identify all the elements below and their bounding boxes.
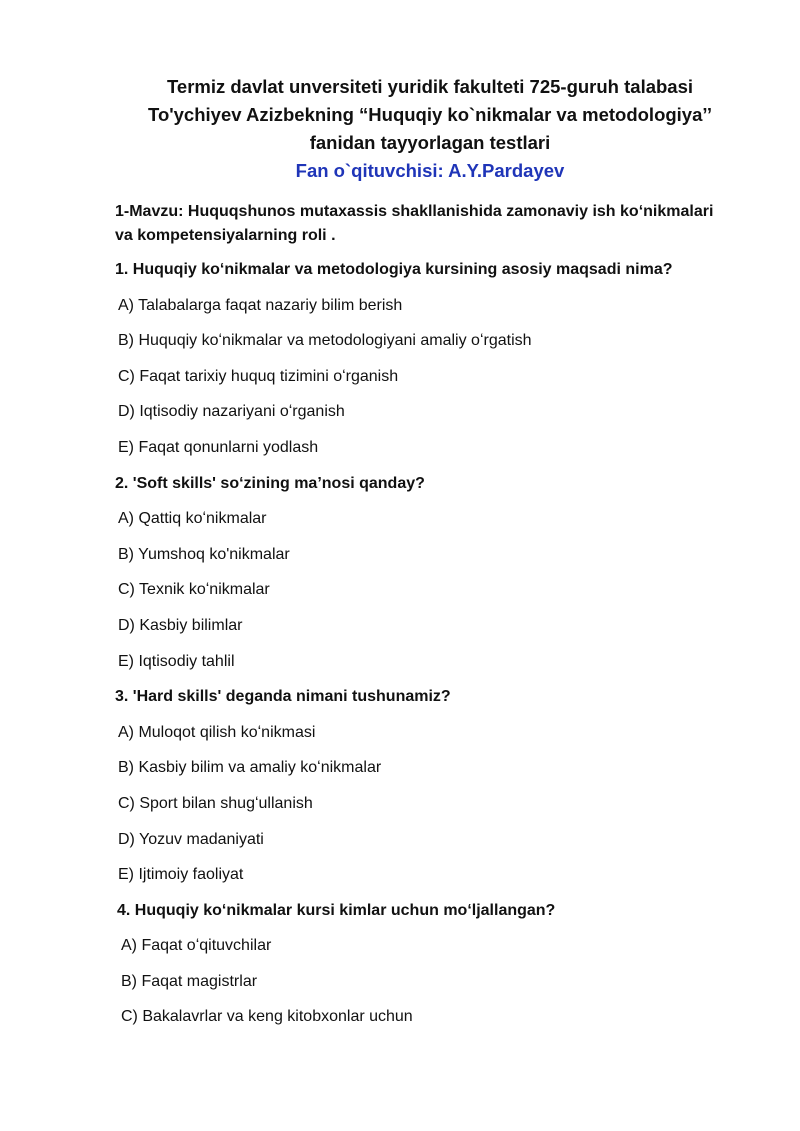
question-4-option-c: C) Bakalavrlar va keng kitobxonlar uchun [121, 1008, 413, 1026]
question-4-option-a: A) Faqat oʻqituvchilar [121, 937, 272, 955]
question-3: 3. 'Hard skills' deganda nimani tushunamiz? [115, 688, 451, 706]
question-2-option-e: E) Iqtisodiy tahlil [118, 652, 235, 670]
teacher-line: Fan o`qituvchisi: A.Y.Pardayev [295, 160, 565, 181]
question-block-1 [115, 260, 755, 474]
question-2: 2. 'Soft skills' soʻzining ma’nosi qanday? [115, 474, 425, 492]
topic-title [115, 200, 755, 248]
question-1-option-e: E) Faqat qonunlarni yodlash [118, 438, 319, 456]
header-line-2: To'ychiyev Azizbekning “Huquqiy ko`nikmalar va metodologiya’’ [148, 104, 712, 125]
question-1: 1. Huquqiy koʻnikmalar va metodologiya kursining asosiy maqsadi nima? [115, 261, 673, 278]
header-line-1: Termiz davlat unversiteti yuridik fakulteti 725-guruh talabasi [166, 76, 694, 97]
question-3-option-a: A) Muloqot qilish koʻnikmasi [118, 723, 316, 741]
question-1-option-d: D) Iqtisodiy nazariyani oʻrganish [118, 403, 345, 421]
question-2-option-b: B) Yumshoq ko'nikmalar [118, 545, 290, 563]
question-block-4 [115, 901, 755, 1043]
header-line-3: fanidan tayyorlagan testlari [309, 132, 551, 153]
question-block-3 [115, 687, 755, 901]
question-2-option-d: D) Kasbiy bilimlar [118, 616, 243, 634]
question-block-2 [115, 474, 755, 688]
question-1-option-c: C) Faqat tarixiy huquq tizimini oʻrganish [118, 367, 399, 385]
questions-list [115, 260, 755, 1043]
question-1-option-b: B) Huquqiy koʻnikmalar va metodologiyani amaliy oʻrgatish [118, 332, 532, 350]
document-header [100, 73, 760, 185]
question-3-option-e: E) Ijtimoiy faoliyat [118, 866, 244, 884]
question-2-option-a: A) Qattiq koʻnikmalar [118, 510, 267, 528]
question-3-option-b: B) Kasbiy bilim va amaliy koʻnikmalar [118, 759, 382, 777]
question-2-option-c: C) Texnik koʻnikmalar [118, 581, 270, 599]
topic-line-1: 1-Mavzu: Huquqshunos mutaxassis shakllanishida zamonaviy ish koʻnikmalari [115, 203, 714, 220]
topic-line-2: va kompetensiyalarning roli . [115, 227, 336, 244]
question-3-option-d: D) Yozuv madaniyati [118, 830, 264, 848]
question-3-option-c: C) Sport bilan shugʻullanish [118, 794, 313, 812]
question-4-option-b: B) Faqat magistrlar [121, 972, 258, 990]
question-1-option-a: A) Talabalarga faqat nazariy bilim berish [118, 296, 403, 314]
question-4: 4. Huquqiy koʻnikmalar kursi kimlar uchun moʻljallangan? [117, 901, 556, 919]
